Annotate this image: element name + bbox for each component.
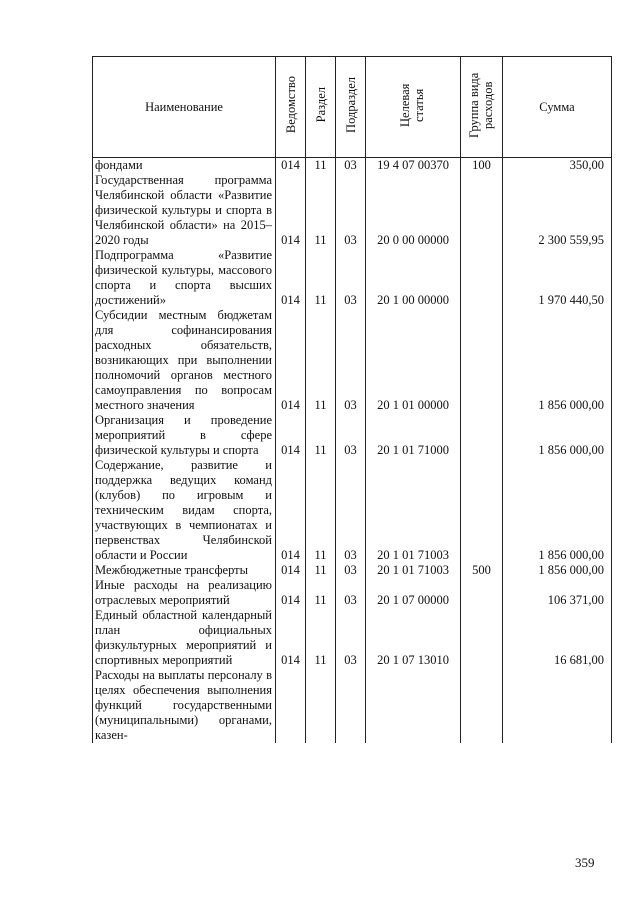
row-dept: 014	[276, 563, 306, 578]
row-dept: 014	[276, 173, 306, 248]
row-name: Субсидии местным бюджетам для софинансирования расходных обязательств, возникающих при выполнении полномочий органов местного самоуправления по вопросам местного значения	[93, 308, 276, 413]
row-subsection: 03	[336, 158, 366, 174]
row-sum	[503, 668, 612, 743]
row-section: 11	[306, 248, 336, 308]
row-group: 100	[461, 158, 503, 174]
row-section: 11	[306, 158, 336, 174]
row-sum: 350,00	[503, 158, 612, 174]
row-target: 20 1 07 00000	[366, 578, 461, 608]
row-subsection: 03	[336, 578, 366, 608]
table-row	[93, 158, 612, 174]
row-name: Межбюджетные трансферты	[93, 563, 276, 578]
row-section	[306, 668, 336, 743]
table-row	[93, 413, 612, 458]
row-name: Расходы на выплаты персоналу в целях обеспечения выполнения функций государственными (муниципальными) органами, казен-	[93, 668, 276, 743]
row-group	[461, 578, 503, 608]
table-row	[93, 578, 612, 608]
table-row-continued	[93, 668, 612, 743]
row-dept: 014	[276, 608, 306, 668]
row-target: 19 4 07 00370	[366, 158, 461, 174]
row-group	[461, 668, 503, 743]
row-sum: 1 856 000,00	[503, 563, 612, 578]
row-target: 20 1 01 71000	[366, 413, 461, 458]
row-sum: 1 970 440,50	[503, 248, 612, 308]
row-sum: 16 681,00	[503, 608, 612, 668]
row-dept: 014	[276, 308, 306, 413]
row-subsection: 03	[336, 308, 366, 413]
row-name: Иные расходы на реализацию отраслевых мероприятий	[93, 578, 276, 608]
table-row	[93, 308, 612, 413]
table-row	[93, 608, 612, 668]
table-row	[93, 458, 612, 563]
header-sum: Сумма	[503, 57, 612, 158]
page-number: 359	[575, 855, 595, 870]
row-name: Государственная программа Челябинской области «Развитие физической культуры и спорта в Челябинской области» на 2015–2020 годы	[93, 173, 276, 248]
row-name: Подпрограмма «Развитие физической культуры, массового спорта и спорта высших достижений»	[93, 248, 276, 308]
table-row	[93, 173, 612, 248]
table-row	[93, 563, 612, 578]
row-target: 20 1 00 00000	[366, 248, 461, 308]
header-name: Наименование	[93, 57, 276, 158]
row-dept	[276, 668, 306, 743]
row-dept: 014	[276, 158, 306, 174]
budget-table	[92, 56, 612, 743]
row-subsection: 03	[336, 248, 366, 308]
row-group	[461, 608, 503, 668]
row-group	[461, 248, 503, 308]
row-target	[366, 668, 461, 743]
row-section: 11	[306, 173, 336, 248]
row-name: фондами	[93, 158, 276, 174]
row-subsection: 03	[336, 563, 366, 578]
row-group	[461, 413, 503, 458]
row-dept: 014	[276, 248, 306, 308]
table-header-row	[93, 57, 612, 158]
row-sum: 106 371,00	[503, 578, 612, 608]
header-dept: Ведомство	[276, 57, 306, 158]
row-subsection: 03	[336, 458, 366, 563]
row-group	[461, 458, 503, 563]
row-name: Организация и проведение мероприятий в сфере физической культуры и спорта	[93, 413, 276, 458]
row-section: 11	[306, 458, 336, 563]
row-section: 11	[306, 413, 336, 458]
header-group: Группа вида расходов	[461, 57, 503, 158]
header-target: Целевая статья	[366, 57, 461, 158]
row-target: 20 1 01 71003	[366, 458, 461, 563]
row-section: 11	[306, 563, 336, 578]
row-sum: 2 300 559,95	[503, 173, 612, 248]
row-section: 11	[306, 608, 336, 668]
row-target: 20 1 01 71003	[366, 563, 461, 578]
row-sum: 1 856 000,00	[503, 413, 612, 458]
budget-table-page	[92, 56, 611, 841]
row-sum: 1 856 000,00	[503, 308, 612, 413]
row-section: 11	[306, 578, 336, 608]
header-subsection: Подраздел	[336, 57, 366, 158]
row-section: 11	[306, 308, 336, 413]
row-subsection: 03	[336, 173, 366, 248]
table-row	[93, 248, 612, 308]
row-dept: 014	[276, 578, 306, 608]
row-dept: 014	[276, 458, 306, 563]
row-target: 20 0 00 00000	[366, 173, 461, 248]
row-group: 500	[461, 563, 503, 578]
row-target: 20 1 07 13010	[366, 608, 461, 668]
row-target: 20 1 01 00000	[366, 308, 461, 413]
row-subsection: 03	[336, 413, 366, 458]
row-sum: 1 856 000,00	[503, 458, 612, 563]
header-section: Раздел	[306, 57, 336, 158]
row-name: Содержание, развитие и поддержка ведущих команд (клубов) по игровым и техническим видам спорта, участвующих в чемпионатах и первенствах Челябинской области и России	[93, 458, 276, 563]
table-body	[93, 158, 612, 744]
row-subsection: 03	[336, 608, 366, 668]
row-dept: 014	[276, 413, 306, 458]
row-subsection	[336, 668, 366, 743]
row-group	[461, 308, 503, 413]
row-name: Единый областной календарный план официальных физкультурных мероприятий и спортивных мероприятий	[93, 608, 276, 668]
row-group	[461, 173, 503, 248]
